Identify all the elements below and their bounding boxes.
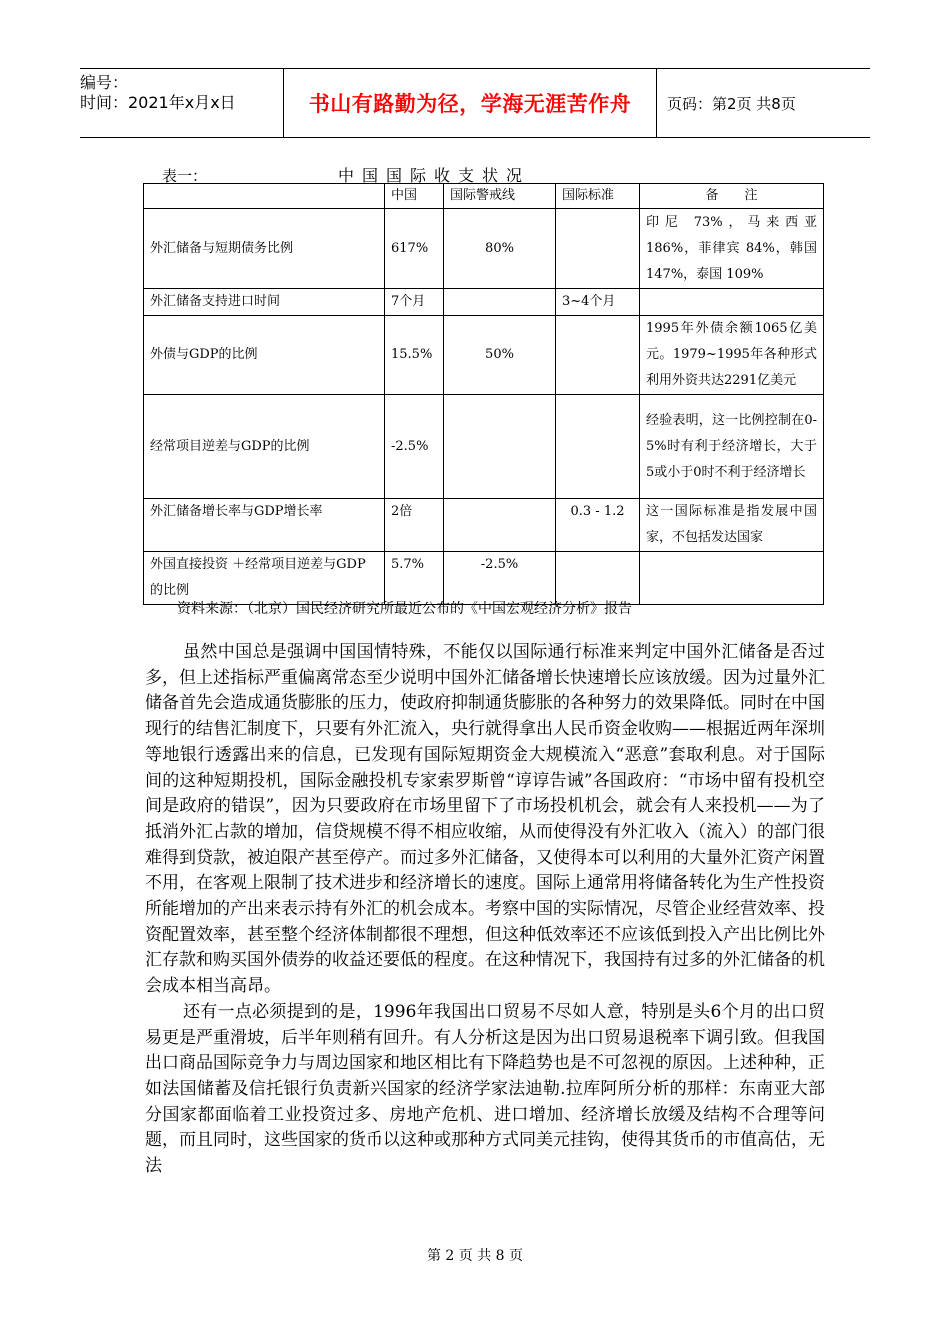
header-cell-empty (144, 184, 385, 209)
table-header-row (144, 184, 824, 209)
document-time-label: 时间：2021年x月x日 (80, 93, 236, 112)
header-cell-note: 备 注 (640, 184, 824, 209)
row-china: 2倍 (385, 499, 444, 552)
row-note: 1995年外债余额1065亿美元。1979~1995年各种形式利用外资共达2291亿美元 (640, 316, 824, 395)
row-name: 外汇储备与短期债务比例 (144, 209, 385, 289)
row-warning: 80% (444, 209, 556, 289)
row-warning (444, 289, 556, 316)
row-note: 经验表明，这一比例控制在0-5%时有利于经济增长，大于5或小于0时不利于经济增长 (640, 395, 824, 499)
row-name: 外国直接投资 ＋经常项目逆差与GDP的比例 (144, 552, 385, 605)
table-row (144, 209, 824, 289)
header-page-label: 页码：第2页 共8页 (667, 94, 796, 113)
table-title: 中国国际收支状况 (338, 166, 531, 185)
table-label: 表一： (162, 167, 208, 185)
table-source: 资料来源：（北京）国民经济研究所最近公布的《中国宏观经济分析》报告 (177, 601, 632, 617)
row-china: 617% (385, 209, 444, 289)
row-standard: 3~4个月 (556, 289, 640, 316)
header-cell-warning: 国际警戒线 (444, 184, 556, 209)
header-motto: 书山有路勤为径，学海无涯苦作舟 (284, 69, 657, 137)
row-china: -2.5% (385, 395, 444, 499)
row-warning (444, 499, 556, 552)
row-name: 经常项目逆差与GDP的比例 (144, 395, 385, 499)
body-text (145, 640, 825, 1180)
document-number-label: 编号： (80, 73, 129, 92)
table-row (144, 395, 824, 499)
table-row (144, 552, 824, 605)
row-note: 印尼 73%，马来西亚 186%，菲律宾 84%，韩国 147%，泰国 109% (640, 209, 824, 289)
row-standard (556, 316, 640, 395)
row-warning: -2.5% (444, 552, 556, 605)
row-note (640, 552, 824, 605)
row-standard (556, 209, 640, 289)
row-standard: 0.3 - 1.2 (556, 499, 640, 552)
page-footer: 第 2 页 共 8 页 (426, 1248, 524, 1264)
balance-of-payments-table (143, 183, 824, 605)
row-warning: 50% (444, 316, 556, 395)
header-cell-china: 中国 (385, 184, 444, 209)
paragraph: 还有一点必须提到的是，1996年我国出口贸易不尽如人意，特别是头6个月的出口贸易更是严重滑坡，后半年则稍有回升。有人分析这是因为出口贸易退税率下调引致。但我国出口商品国际竞争力与周边国家和地区相比有下降趋势也是不可忽视的原因。上述种种，正如法国储蓄及信托银行负责新兴国家的经济学家法迪勒.拉库阿所分析的那样：东南亚大部分国家都面临着工业投资过多、房地产危机、进口增加、经济增长放缓及结构不合理等问题，而且同时，这些国家的货币以这种或那种方式同美元挂钩，使得其货币的市值高估，无法 (145, 1001, 825, 1177)
page-header (80, 68, 870, 138)
row-china: 7个月 (385, 289, 444, 316)
header-cell-standard: 国际标准 (556, 184, 640, 209)
row-china: 15.5% (385, 316, 444, 395)
row-standard (556, 395, 640, 499)
row-warning (444, 395, 556, 499)
row-note (640, 289, 824, 316)
row-name: 外汇储备增长率与GDP增长率 (144, 499, 385, 552)
paragraph: 虽然中国总是强调中国国情特殊，不能仅以国际通行标准来判定中国外汇储备是否过多，但上述指标严重偏离常态至少说明中国外汇储备增长快速增长应该放缓。因为过量外汇储备首先会造成通货膨胀的压力，使政府抑制通货膨胀的各种努力的效果降低。同时在中国现行的结售汇制度下，只要有外汇流入，央行就得拿出人民币资金收购——根据近两年深圳等地银行透露出来的信息，已发现有国际短期资金大规模流入“恶意”套取利息。对于国际间的这种短期投机，国际金融投机专家索罗斯曾“谆谆告诫”各国政府：“市场中留有投机空间是政府的错误”，因为只要政府在市场里留下了市场投机机会，就会有人来投机——为了抵消外汇占款的增加，信贷规模不得不相应收缩，从而使得没有外汇收入（流入）的部门很难得到贷款，被迫限产甚至停产。而过多外汇储备，又使得本可以利用的大量外汇资产闲置不用，在客观上限制了技术进步和经济增长的速度。国际上通常用将储备转化为生产性投资所能增加的产出来表示持有外汇的机会成本。考察中国的实际情况，尽管企业经营效率、投资配置效率，甚至整个经济体制都很不理想，但这种低效率还不应该低到投入产出比例比外汇存款和购买国外债券的收益还要低的程度。在这种情况下，我国持有过多的外汇储备的机会成本相当高昂。 (145, 642, 825, 997)
row-note: 这一国际标准是指发展中国家，不包括发达国家 (640, 499, 824, 552)
row-name: 外汇储备支持进口时间 (144, 289, 385, 316)
row-name: 外债与GDP的比例 (144, 316, 385, 395)
table-row (144, 316, 824, 395)
header-meta (80, 69, 284, 137)
row-china: 5.7% (385, 552, 444, 605)
row-standard (556, 552, 640, 605)
table-row (144, 289, 824, 316)
table-row (144, 499, 824, 552)
